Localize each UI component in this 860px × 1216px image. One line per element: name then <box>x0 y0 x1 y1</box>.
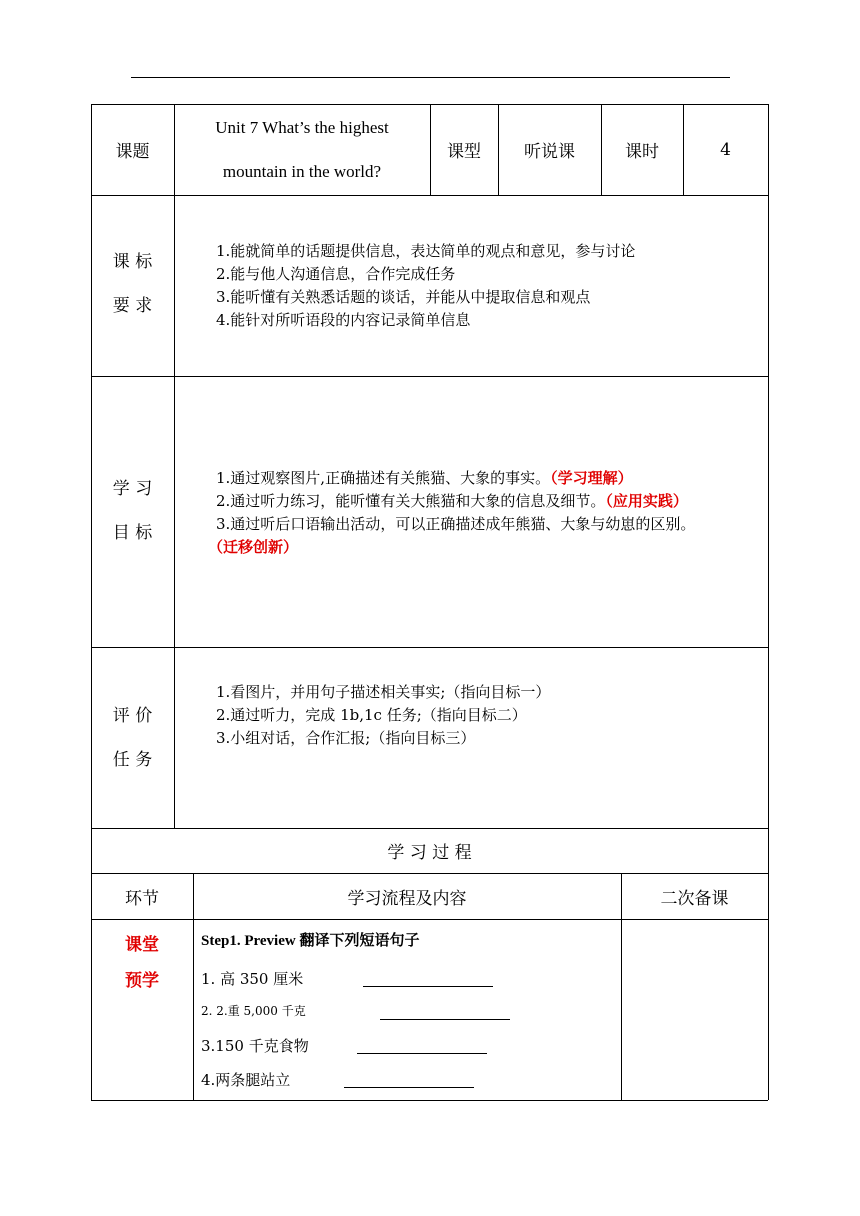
standard-item: 1.能就简单的话题提供信息，表达简单的观点和意见，参与讨论 <box>216 242 636 260</box>
standard-item: 3.能听懂有关熟悉话题的谈话，并能从中提取信息和观点 <box>216 288 591 306</box>
standard-item: 2.能与他人沟通信息，合作完成任务 <box>216 265 456 283</box>
column-header-second-prep: 二次备课 <box>660 888 729 909</box>
type-label: 课型 <box>447 142 481 162</box>
column-header-stage: 环节 <box>125 888 159 909</box>
period-label: 课时 <box>625 142 659 162</box>
objectives-list <box>208 467 766 559</box>
lesson-title <box>174 104 430 195</box>
table-border <box>91 376 768 377</box>
type-value: 听说课 <box>524 142 575 162</box>
standards-label: 课 标 要 求 <box>112 252 153 316</box>
preview-item: 4.两条腿站立 <box>201 1071 291 1089</box>
objectives-label: 学 习 目 标 <box>112 479 153 543</box>
standards-list <box>216 240 766 332</box>
objective-level-tag: （迁移创新） <box>208 538 299 556</box>
stage-label: 课堂 预学 <box>125 935 159 991</box>
standard-item: 4.能针对所听语段的内容记录简单信息 <box>216 311 471 329</box>
table-border <box>91 195 768 196</box>
header-rule <box>131 77 730 78</box>
objective-item: 1.通过观察图片,正确描述有关熊猫、大象的事实。（学习理解） <box>216 469 633 487</box>
answer-blank[interactable] <box>344 1073 474 1088</box>
table-border <box>768 104 769 1100</box>
answer-blank[interactable] <box>363 972 493 987</box>
answer-blank[interactable] <box>357 1039 487 1054</box>
lesson-title-line1: Unit 7 What’s the highest <box>215 118 389 137</box>
objective-item-wrap <box>208 536 766 559</box>
subject-label: 课题 <box>115 142 150 162</box>
period-value: 4 <box>720 139 731 160</box>
evaluation-item: 3.小组对话，合作汇报;（指向目标三） <box>216 729 476 747</box>
table-border <box>91 1100 768 1101</box>
evaluation-list <box>216 681 766 750</box>
table-border <box>174 104 175 828</box>
evaluation-label: 评 价 任 务 <box>112 706 153 770</box>
evaluation-item: 1.看图片，并用句子描述相关事实;（指向目标一） <box>216 683 551 701</box>
answer-blank[interactable] <box>380 1005 510 1020</box>
objective-item: 3.通过听后口语输出活动，可以正确描述成年熊猫、大象与幼崽的区别。 <box>216 515 696 533</box>
evaluation-item: 2.通过听力，完成 1b,1c 任务;（指向目标二） <box>216 706 527 724</box>
preview-item: 2. 2.重 5,000 千克 <box>201 1004 306 1018</box>
preview-item: 1. 高 350 厘米 <box>201 970 304 988</box>
lesson-title-line2: mountain in the world? <box>222 162 382 181</box>
objective-level-tag: （应用实践） <box>605 492 688 510</box>
column-header-content: 学习流程及内容 <box>347 888 467 909</box>
objective-item: 2.通过听力练习，能听懂有关大熊猫和大象的信息及细节。（应用实践） <box>216 492 688 510</box>
preview-item: 3.150 千克食物 <box>201 1037 309 1055</box>
objective-level-tag: （学习理解） <box>550 469 633 487</box>
process-title: 学 习 过 程 <box>387 843 472 863</box>
table-border <box>91 647 768 648</box>
step-title: Step1. Preview 翻译下列短语句子 <box>201 933 420 949</box>
